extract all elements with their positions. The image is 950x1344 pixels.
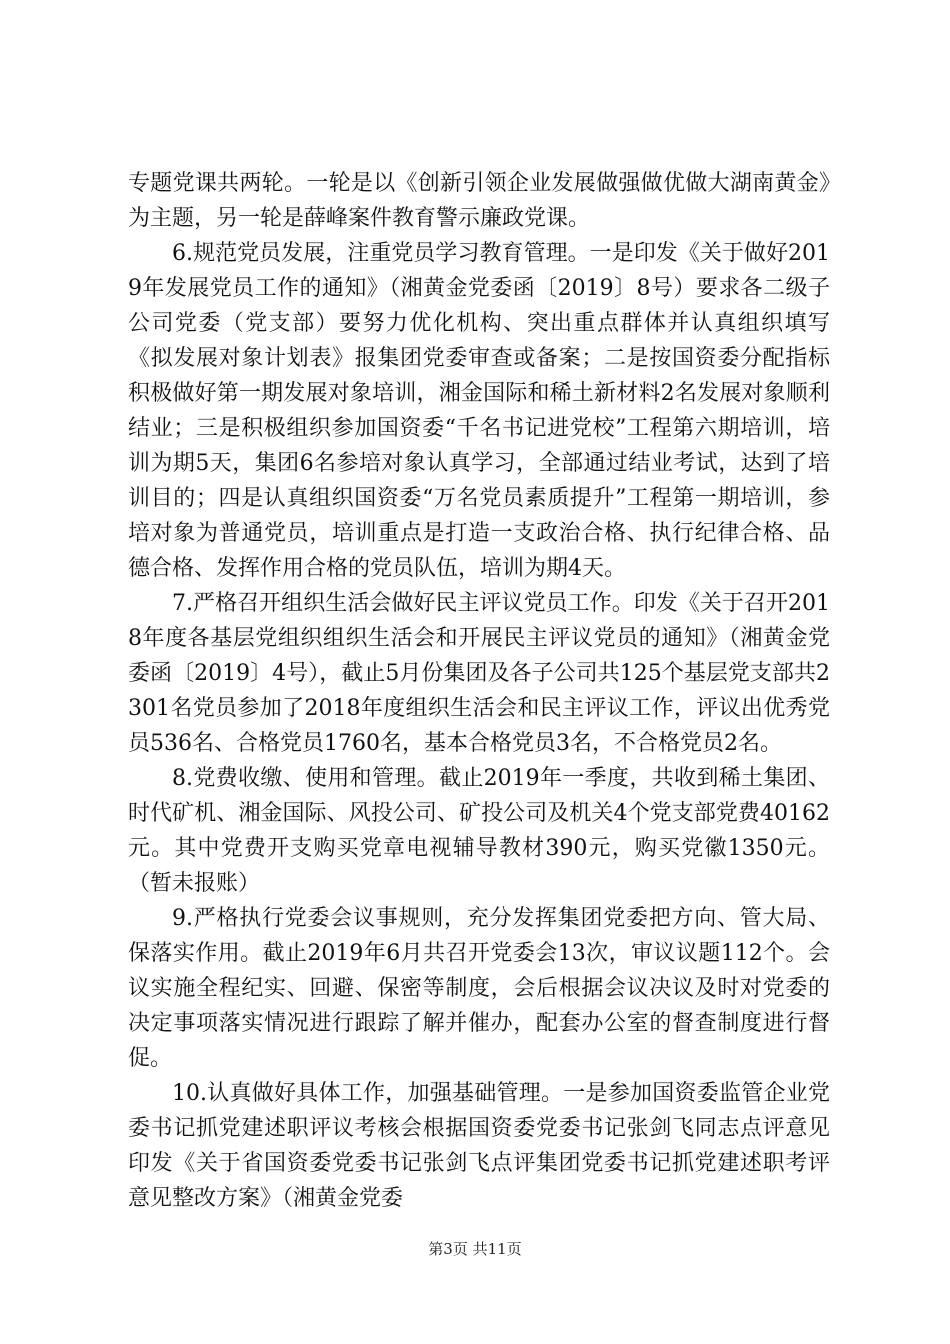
paragraph-item-8: 8.党费收缴、使用和管理。截止2019年一季度，共收到稀土集团、时代矿机、湘金国际、风投公司、矿投公司及机关4个党支部党费40162元。其中党费开支购买党章电视辅导教材390元，购买党徽1350元。（暂未报账） — [128, 766, 830, 896]
paragraph-item-7: 7.严格召开组织生活会做好民主评议党员工作。印发《关于召开2018年度各基层党组织组织生活会和开展民主评议党员的通知》（湘黄金党委函〔2019〕4号），截止5月份集团及各子公司共125个基层党支部共2301名党员参加了2018年度组织生活会和民主评议工作，评议出优秀党员536名、合格党员1760名，基本合格党员3名，不合格党员2名。 — [128, 591, 830, 756]
page-number-footer: 第3页 共11页 — [428, 1240, 522, 1258]
paragraph-item-6: 6.规范党员发展，注重党员学习教育管理。一是印发《关于做好2019年发展党员工作的通知》（湘黄金党委函〔2019〕8号）要求各二级子公司党委（党支部）要努力优化机构、突出重点群体并认真组织填写《拟发展对象计划表》报集团党委审查或备案；二是按国资委分配指标积极做好第一期发展对象培训，湘金国际和稀土新材料2名发展对象顺利结业；三是积极组织参加国资委“千名书记进党校”工程第六期培训，培训为期5天，集团6名参培对象认真学习，全部通过结业考试，达到了培训目的；四是认真组织国资委“万名党员素质提升”工程第一期培训，参培对象为普通党员，培训重点是打造一支政治合格、执行纪律合格、品德合格、发挥作用合格的党员队伍，培训为期4天。 — [128, 241, 830, 581]
paragraph-item-10: 10.认真做好具体工作，加强基础管理。一是参加国资委监管企业党委书记抓党建述职评议考核会根据国资委党委书记张剑飞同志点评意见印发《关于省国资委党委书记张剑飞点评集团党委书记抓党建述职考评意见整改方案》（湘黄金党委 — [128, 1081, 830, 1211]
paragraph-continuation: 专题党课共两轮。一轮是以《创新引领企业发展做强做优做大湖南黄金》为主题，另一轮是薛峰案件教育警示廉政党课。 — [128, 171, 830, 231]
paragraph-item-9: 9.严格执行党委会议事规则，充分发挥集团党委把方向、管大局、保落实作用。截止2019年6月共召开党委会13次，审议议题112个。会议实施全程纪实、回避、保密等制度，会后根据会议决议及时对党委的决定事项落实情况进行跟踪了解并催办，配套办公室的督查制度进行督促。 — [128, 906, 830, 1071]
document-body — [128, 166, 830, 1216]
